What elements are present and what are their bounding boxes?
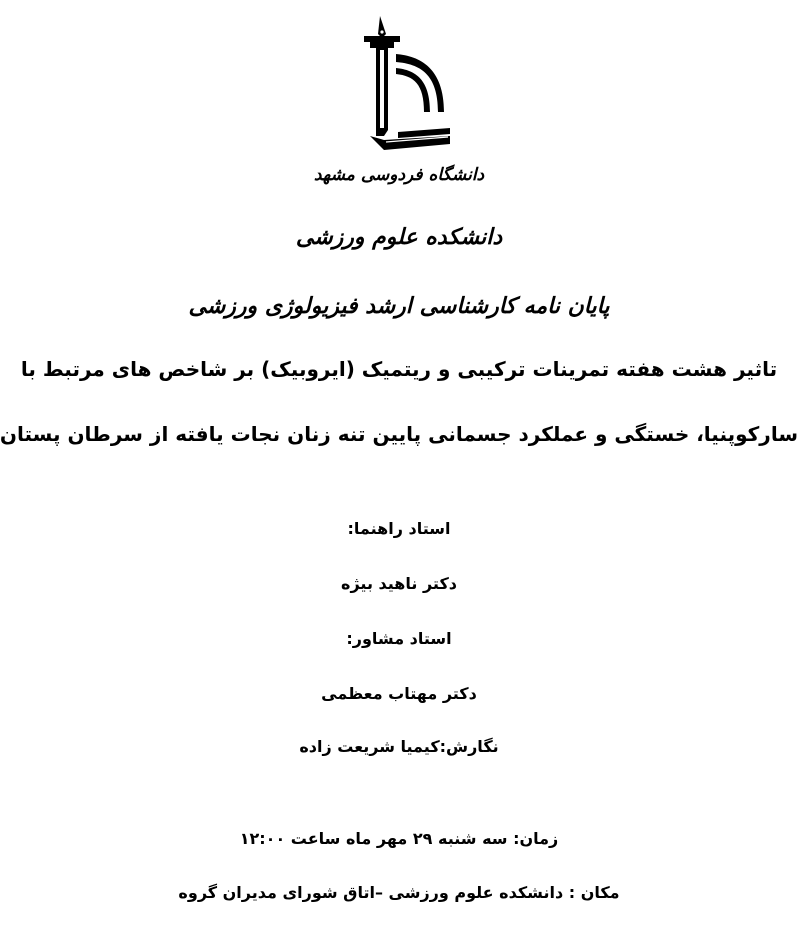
- university-name: دانشگاه فردوسی مشهد: [313, 165, 485, 185]
- advisor-label: استاد مشاور:: [346, 629, 452, 648]
- faculty-name: دانشکده علوم ورزشی: [295, 224, 503, 250]
- defense-place: مکان : دانشکده علوم ورزشی –اتاق شورای مدیران گروه: [178, 883, 620, 902]
- university-logo-icon: [340, 12, 470, 162]
- supervisor-name: دکتر ناهید بیژه: [341, 574, 457, 593]
- thesis-title-line-1: تاثیر هشت هفته تمرینات ترکیبی و ریتمیک (ایروبیک) بر شاخص های مرتبط با: [20, 357, 778, 381]
- author-line: نگارش:کیمیا شریعت زاده: [299, 737, 499, 756]
- defense-time: زمان: سه شنبه ۲۹ مهر ماه ساعت ۱۲:۰۰: [239, 829, 559, 848]
- degree-line: پایان نامه کارشناسی ارشد فیزیولوژی ورزشی: [188, 293, 610, 319]
- supervisor-label: استاد راهنما:: [347, 519, 451, 538]
- thesis-title-line-2: سارکوپنیا، خستگی و عملکرد جسمانی پایین تنه زنان نجات یافته از سرطان پستان: [0, 422, 798, 446]
- advisor-name: دکتر مهتاب معظمی: [321, 684, 477, 703]
